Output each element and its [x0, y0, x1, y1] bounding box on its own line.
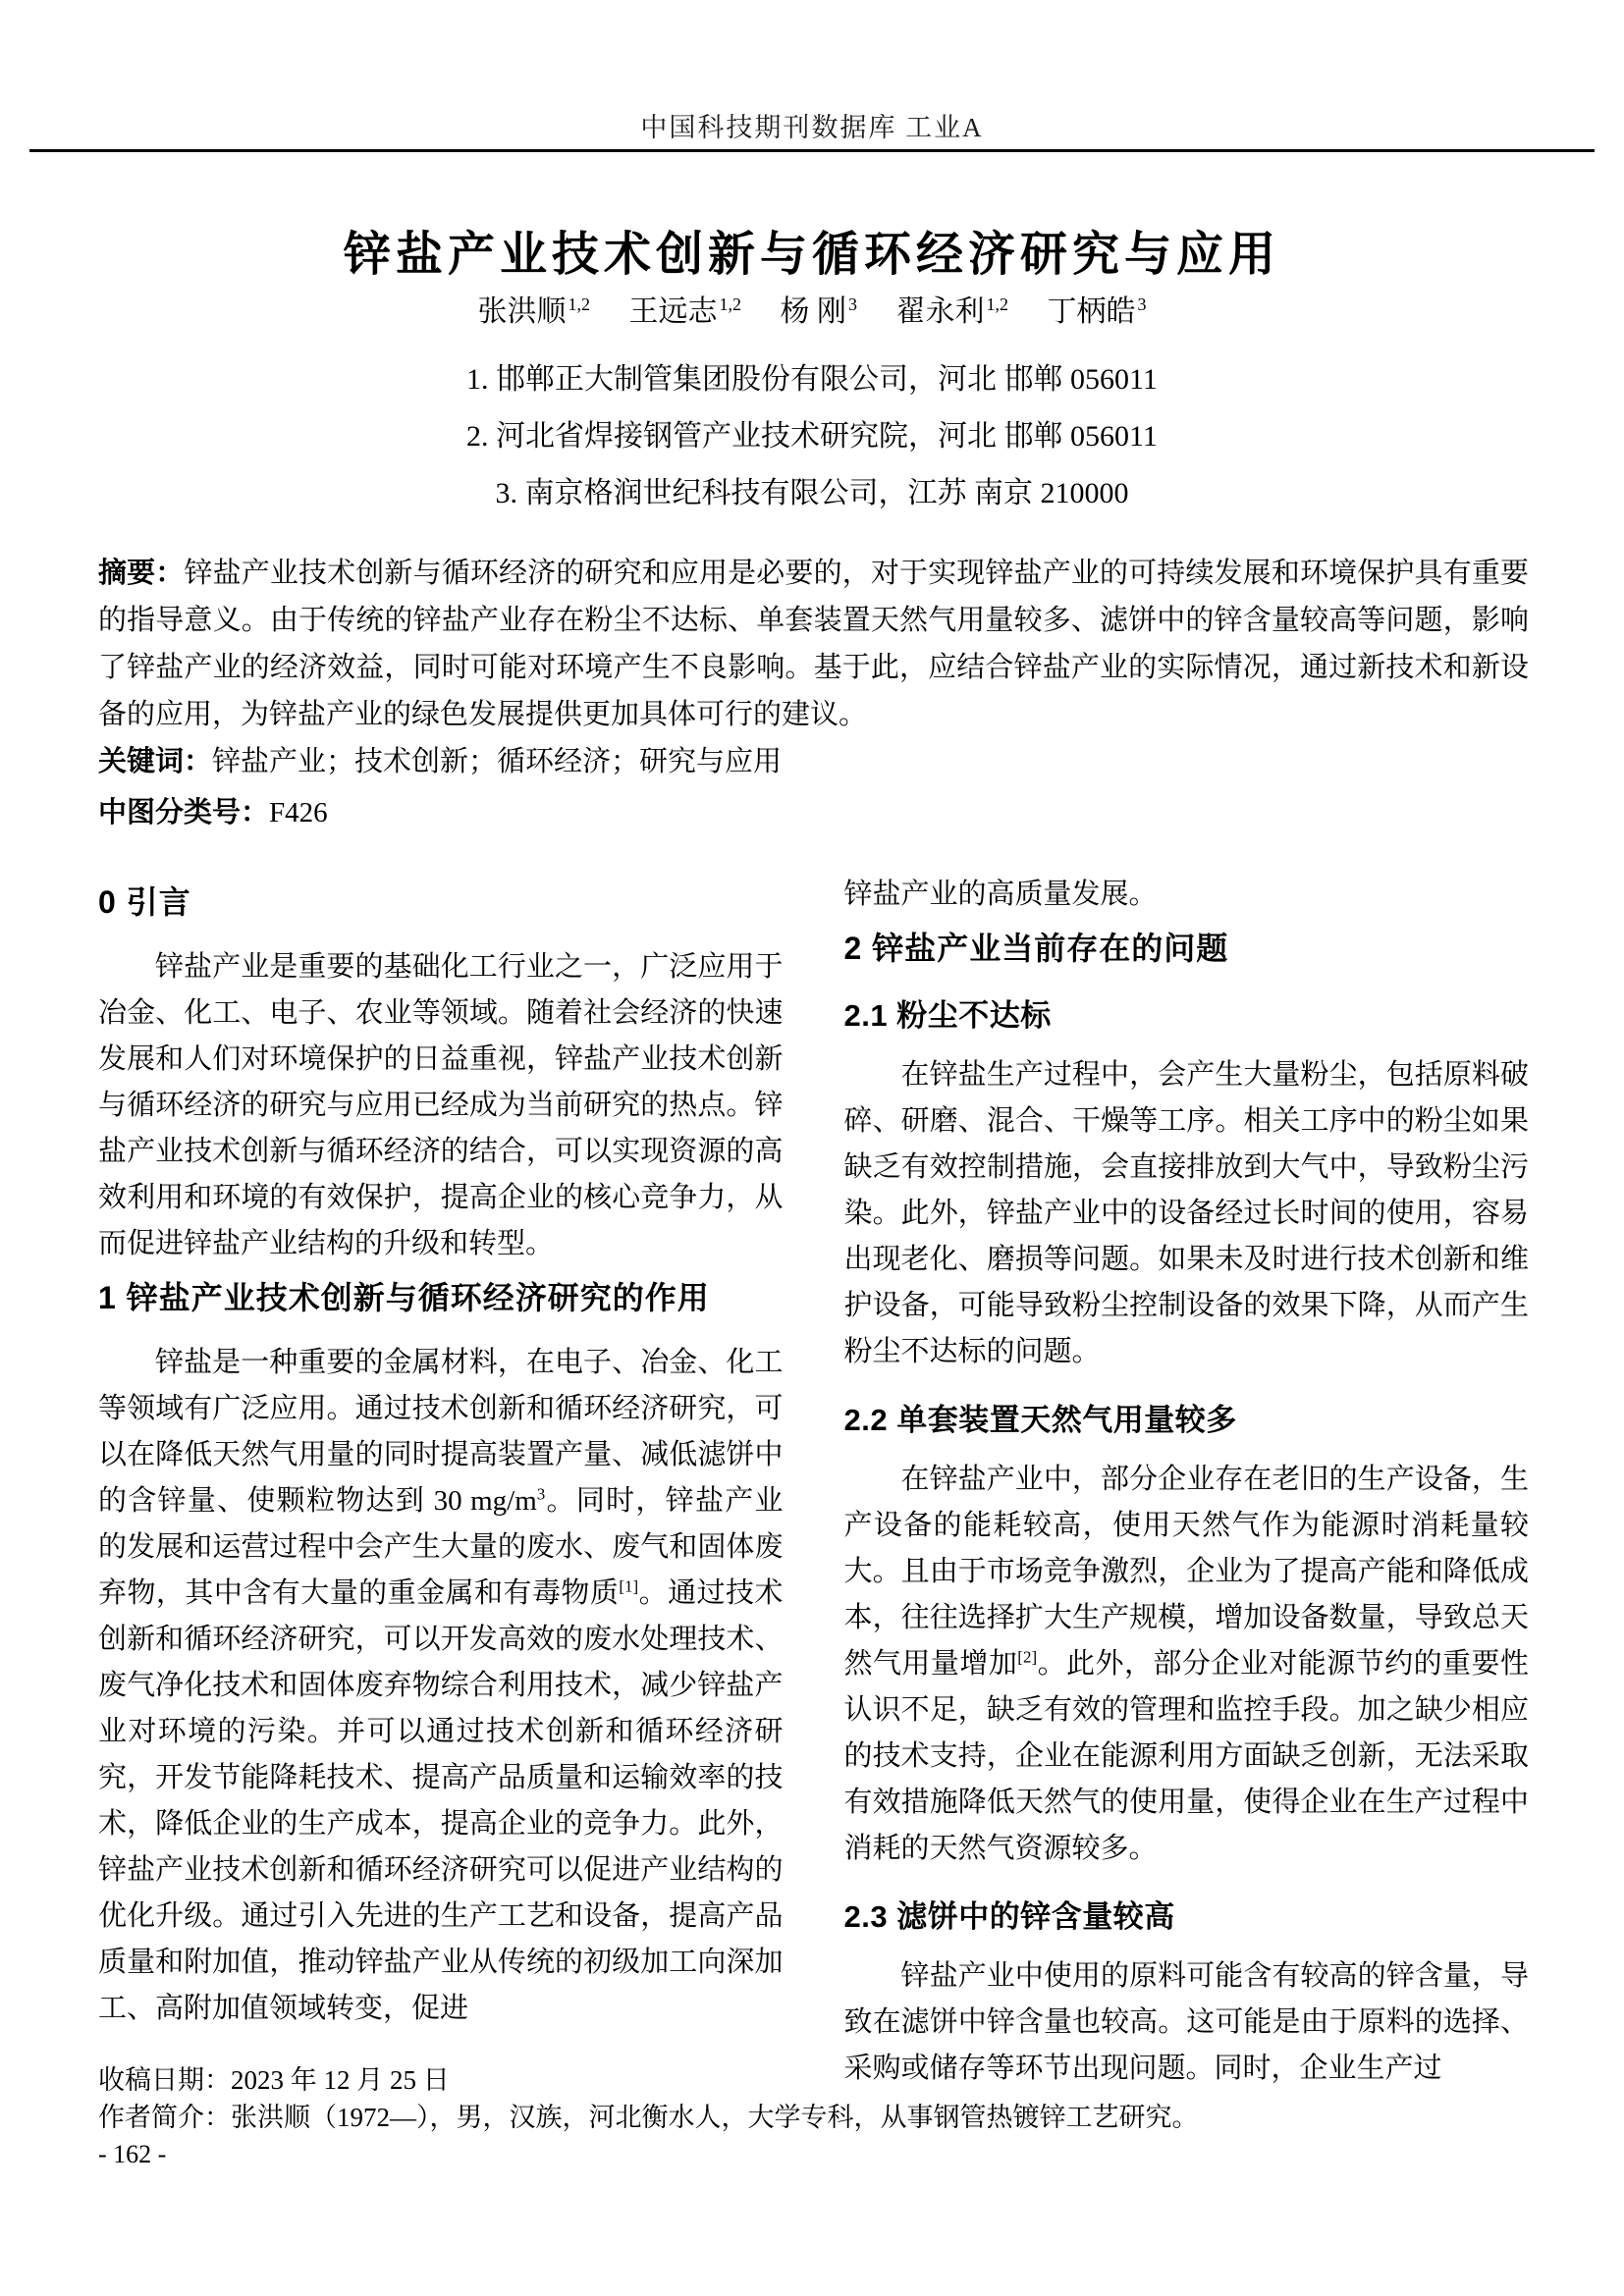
intro-paragraph: 锌盐产业是重要的基础化工行业之一，广泛应用于冶金、化工、电子、农业等领域。随着社会经济的快速发展和人们对环境保护的日益重视，锌盐产业技术创新与循环经济的研究与应用已经成为当前研究的热点。锌盐产业技术创新与循环经济的结合，可以实现资源的高效利用和环境的有效保护，提高企业的核心竞争力，从而促进锌盐产业结构的升级和转型。 — [98, 951, 784, 1259]
author-bio-label: 作者简介： — [98, 2103, 231, 2132]
section-1-text: 。通过技术创新和循环经济研究，可以开发高效的废水处理技术、废气净化技术和固体废弃物综合利用技术，减少锌盐产业对环境的污染。并可以通过技术创新和循环经济研究，开发节能降耗技术、提高产品质量和运输效率的技术，降低企业的生产成本，提高企业的竞争力。此外，锌盐产业技术创新和循环经济研究可以促进产业结构的优化升级。通过引入先进的生产工艺和设备，提高产品质量和附加值，推动锌盐产业从传统的初级加工向深加工、高附加值领域转变，促进 — [98, 1577, 784, 2024]
section-heading-2-3: 2.3 滤饼中的锌含量较高 — [843, 1899, 1175, 1934]
author-affiliation-mark: 1,2 — [986, 294, 1008, 314]
author-name: 张洪顺 — [477, 295, 567, 328]
author-affiliation-mark: 3 — [848, 294, 857, 314]
affiliation: 1. 邯郸正大制管集团股份有限公司，河北 邯郸 056011 — [466, 363, 1158, 396]
author-name: 丁柄皓 — [1047, 295, 1136, 328]
keywords-line — [98, 738, 1529, 785]
page-number: - 162 - — [98, 2140, 167, 2168]
author — [629, 295, 742, 328]
abstract-label: 摘要： — [98, 558, 185, 589]
author-list — [0, 287, 1624, 330]
section-2-2-paragraph — [844, 1457, 1530, 1872]
section-2-1-paragraph: 在锌盐生产过程中，会产生大量粉尘，包括原料破碎、研磨、混合、干燥等工序。相关工序中的粉尘如果缺乏有效控制措施，会直接排放到大气中，导致粉尘污染。此外，锌盐产业中的设备经过长时间的使用，容易出现老化、磨损等问题。如果未及时进行技术创新和维护设备，可能导致粉尘控制设备的效果下降，从而产生粉尘不达标的问题。 — [843, 1059, 1529, 1367]
keywords-label: 关键词： — [98, 746, 213, 777]
clc-value: F426 — [269, 797, 328, 828]
page-footer — [98, 2061, 1529, 2173]
section-2-2-text: 。此外，部分企业对能源节约的重要性认识不足，缺乏有效的管理和监控手段。加之缺少相应的技术支持，企业在能源利用方面缺乏创新，无法采取有效措施降低天然气的使用量，使得企业在生产过程中消耗的天然气资源较多。 — [843, 1648, 1529, 1864]
received-date: 2023 年 12 月 25 日 — [231, 2065, 450, 2095]
author-bio-line — [98, 2099, 1529, 2136]
section-heading-2: 2 锌盐产业当前存在的问题 — [843, 931, 1229, 966]
author-affiliation-mark: 1,2 — [719, 294, 741, 314]
abstract-paragraph — [98, 550, 1529, 738]
section-1-continuation: 锌盐产业的高质量发展。 — [843, 879, 1158, 910]
author-name: 王远志 — [628, 295, 718, 328]
clc-label: 中图分类号： — [98, 797, 270, 828]
section-2-3-paragraph: 锌盐产业中使用的原料可能含有较高的锌含量，导致在滤饼中锌含量也较高。这可能是由于原料的选择、采购或储存等环节出现问题。同时，企业生产过 — [843, 1960, 1529, 2084]
section-heading-2-1: 2.1 粉尘不达标 — [843, 998, 1052, 1033]
left-column — [98, 872, 784, 2050]
journal-header: 中国科技期刊数据库 工业A — [640, 113, 984, 142]
author — [896, 295, 1009, 328]
section-heading-intro: 0 引言 — [98, 884, 191, 920]
affiliation: 3. 南京格润世纪科技有限公司，江苏 南京 210000 — [495, 477, 1129, 509]
abstract-text: 锌盐产业技术创新与循环经济的研究和应用是必要的，对于实现锌盐产业的可持续发展和环境保护具有重要的指导意义。由于传统的锌盐产业存在粉尘不达标、单套装置天然气用量较多、滤饼中的锌含量较高等问题，影响了锌盐产业的经济效益，同时可能对环境产生不良影响。基于此，应结合锌盐产业的实际情况，通过新技术和新设备的应用，为锌盐产业的绿色发展提供更加具体可行的建议。 — [98, 558, 1529, 730]
superscript-cubed: 3 — [536, 1484, 546, 1504]
section-heading-2-2: 2.2 单套装置天然气用量较多 — [843, 1403, 1237, 1437]
affiliation: 2. 河北省焊接钢管产业技术研究院，河北 邯郸 056011 — [466, 420, 1158, 453]
citation-ref-2: [2] — [1017, 1647, 1038, 1667]
author-affiliation-mark: 3 — [1137, 294, 1147, 314]
citation-ref-1: [1] — [619, 1576, 639, 1596]
section-2-2-text: 在锌盐产业中，部分企业存在老旧的生产设备，生产设备的能耗较高，使用天然气作为能源时消耗量较大。且由于市场竞争激烈，企业为了提高产能和降低成本，往往选择扩大生产规模，增加设备数量，导致总天然气用量增加 — [843, 1464, 1529, 1680]
author-affiliation-mark: 1,2 — [568, 294, 590, 314]
affiliation-list — [0, 351, 1624, 522]
author — [781, 295, 858, 328]
section-1-paragraph — [98, 1340, 784, 2032]
keywords-text: 锌盐产业；技术创新；循环经济；研究与应用 — [212, 746, 783, 777]
header-divider — [29, 149, 1595, 152]
received-date-label: 收稿日期： — [98, 2065, 231, 2095]
section-1-text: 锌盐是一种重要的金属材料，在电子、冶金、化工等领域有广泛应用。通过技术创新和循环经济研究，可以在降低天然气用量的同时提高装置产量、减低滤饼中的含锌量、使颗粒物达到 30 mg/m — [98, 1347, 784, 1517]
author-name: 杨 刚 — [780, 295, 846, 328]
author-name: 翟永利 — [895, 295, 985, 328]
author-bio: 张洪顺（1972—），男，汉族，河北衡水人，大学专科，从事钢管热镀锌工艺研究。 — [231, 2103, 1199, 2132]
abstract-block — [98, 550, 1529, 836]
clc-line — [98, 789, 1529, 836]
section-heading-1: 1 锌盐产业技术创新与循环经济研究的作用 — [98, 1280, 710, 1315]
page-title: 锌盐产业技术创新与循环经济研究与应用 — [343, 229, 1280, 282]
received-date-line — [98, 2061, 1529, 2099]
right-column — [843, 872, 1530, 2084]
author — [478, 295, 591, 328]
author — [1048, 295, 1147, 328]
section-1-text: 。同时，锌盐产业的发展和运营过程中会产生大量的废水、废气和固体废弃物，其中含有大量的重金属和有毒物质 — [98, 1485, 784, 1609]
